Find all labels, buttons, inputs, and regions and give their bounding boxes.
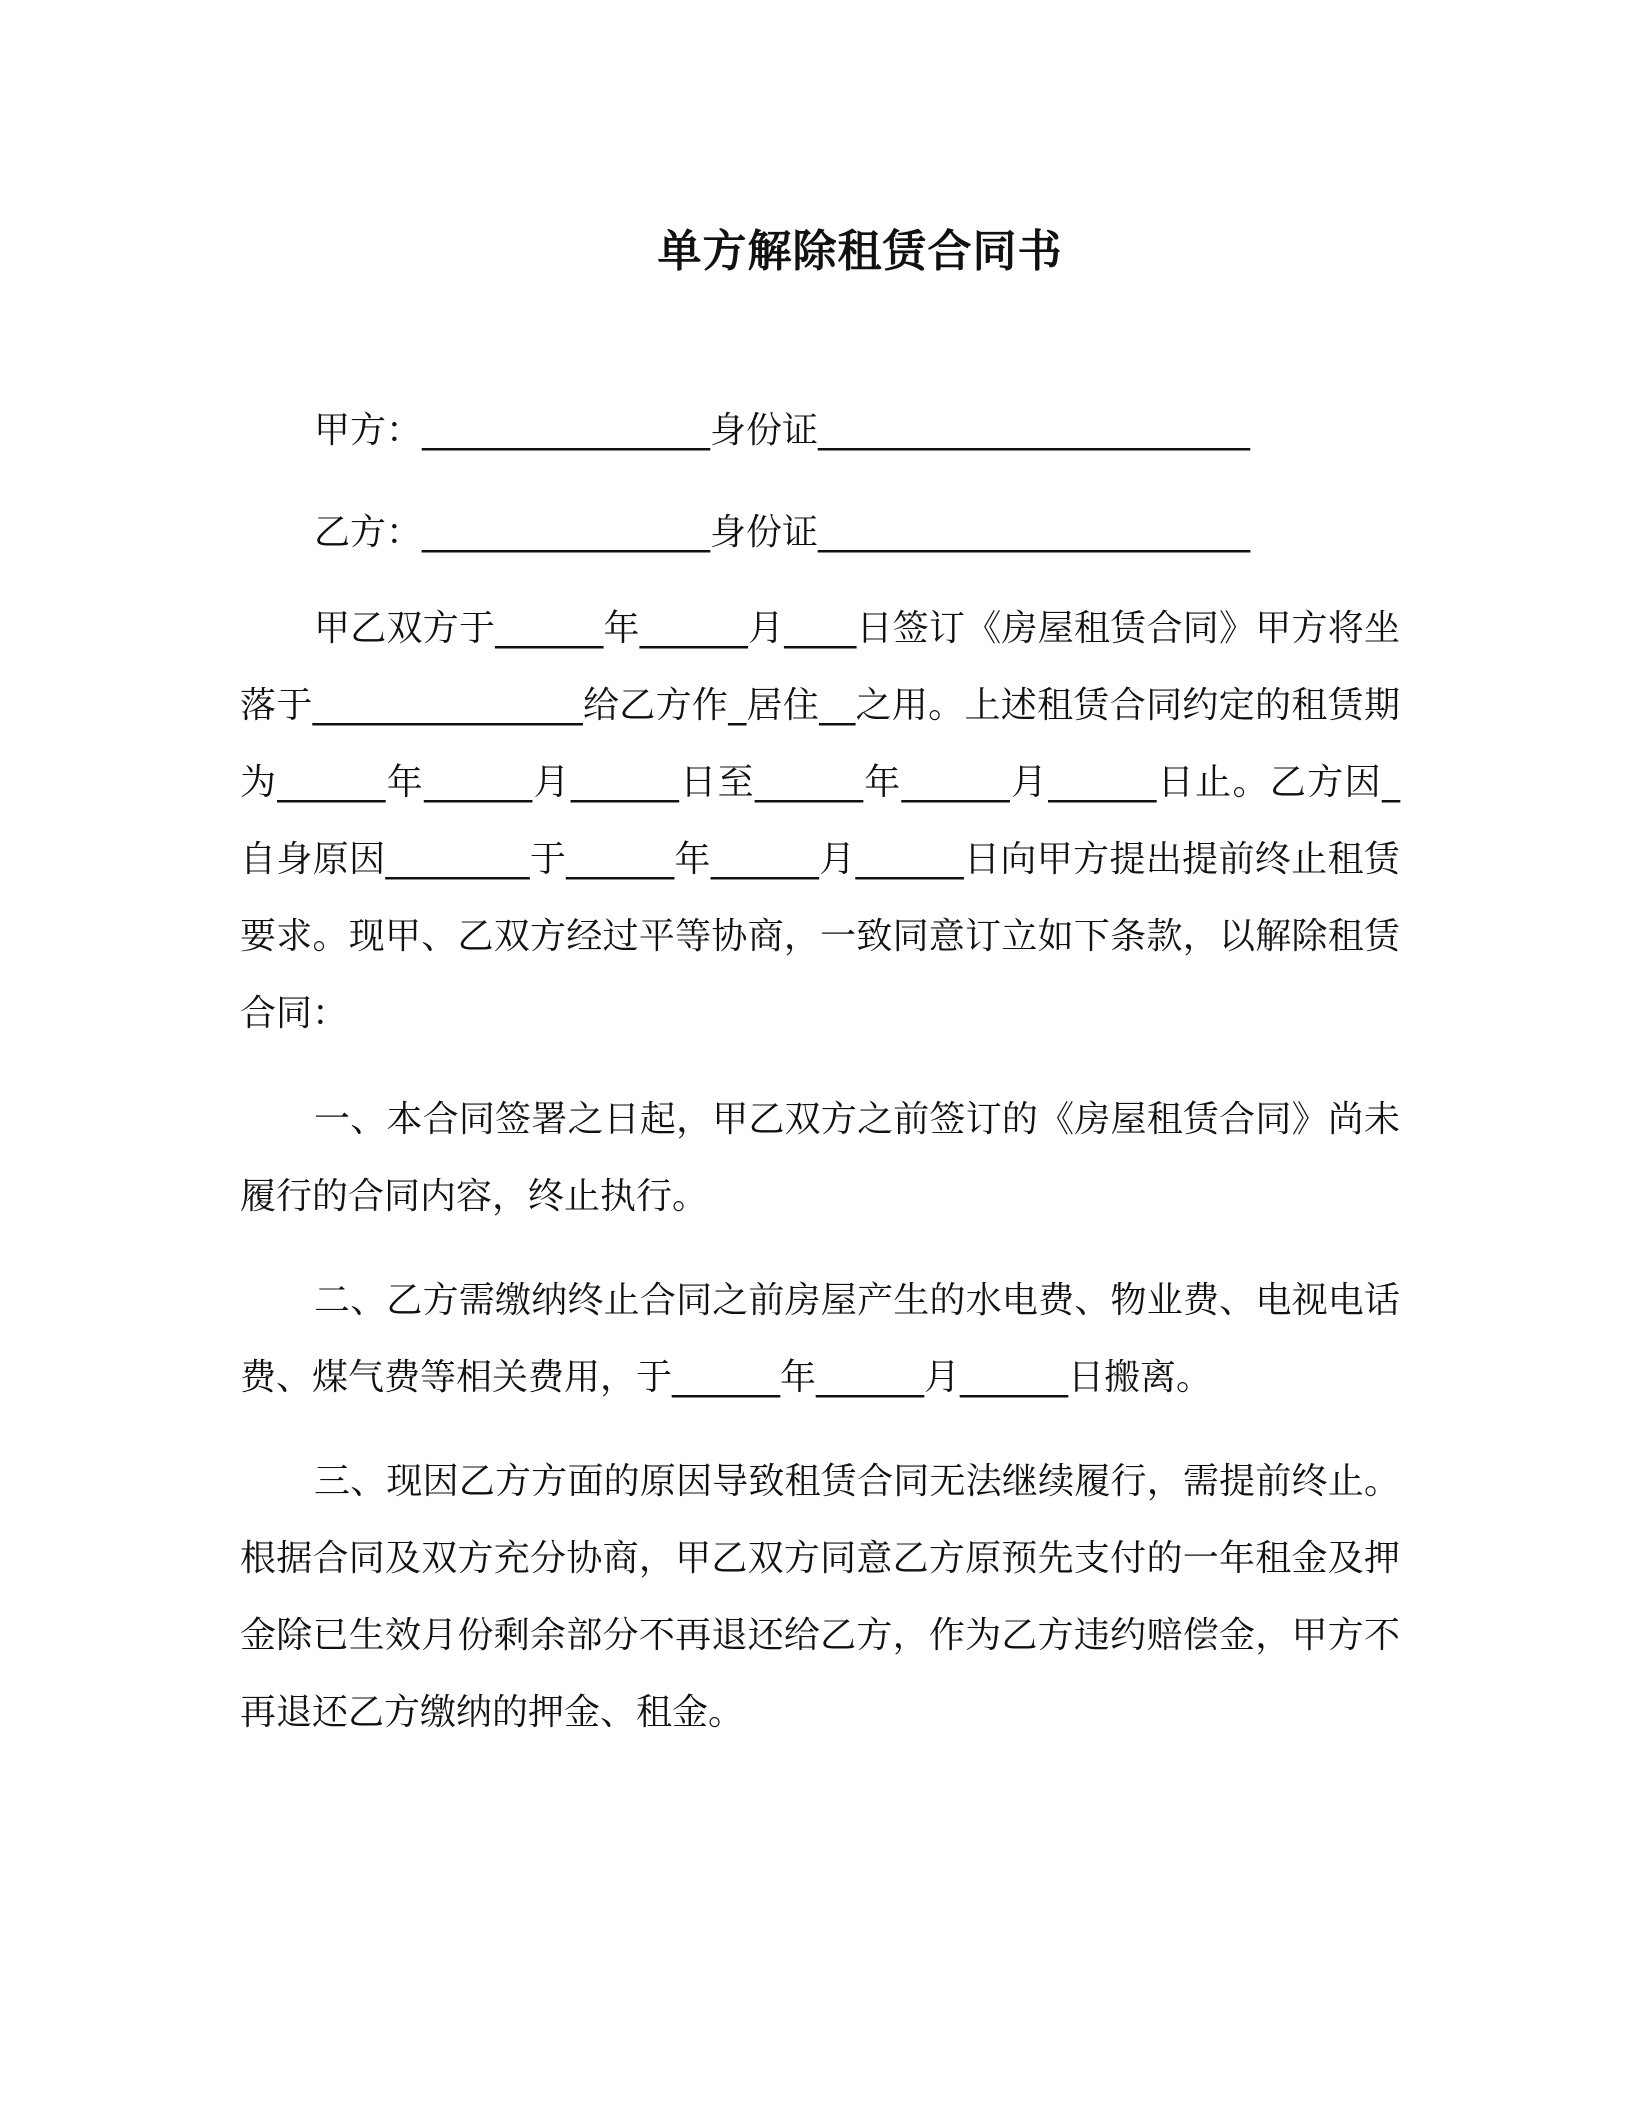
clause-1-paragraph: 一、本合同签署之日起，甲乙双方之前签订的《房屋租赁合同》尚未履行的合同内容，终止执行。: [240, 1099, 1400, 1217]
intro-paragraph: 甲乙双方于______年______月____日签订《房屋租赁合同》甲方将坐落于_______________给乙方作_居住__之用。上述租赁合同约定的租赁期为______年______月______日至______年______月______日止。乙方因_自身原因________于______年______月______日向甲方提出提前终止租赁要求。现甲、乙双方经过平等协商，一致同意订立如下条款，以解除租赁合同：: [240, 608, 1400, 1034]
party-b-line: 乙方：________________身份证________________________: [314, 512, 1251, 553]
party-a-line: 甲方：________________身份证________________________: [314, 410, 1251, 451]
clause-3-paragraph: 三、现因乙方方面的原因导致租赁合同无法继续履行，需提前终止。根据合同及双方充分协商，甲乙双方同意乙方原预先支付的一年租金及押金除已生效月份剩余部分不再退还给乙方，作为乙方违约赔偿金，甲方不再退还乙方缴纳的押金、租金。: [240, 1461, 1400, 1733]
document-title: 单方解除租赁合同书: [657, 226, 1063, 277]
clause-2-paragraph: 二、乙方需缴纳终止合同之前房屋产生的水电费、物业费、电视电话费、煤气费等相关费用，于______年______月______日搬离。: [240, 1280, 1400, 1398]
